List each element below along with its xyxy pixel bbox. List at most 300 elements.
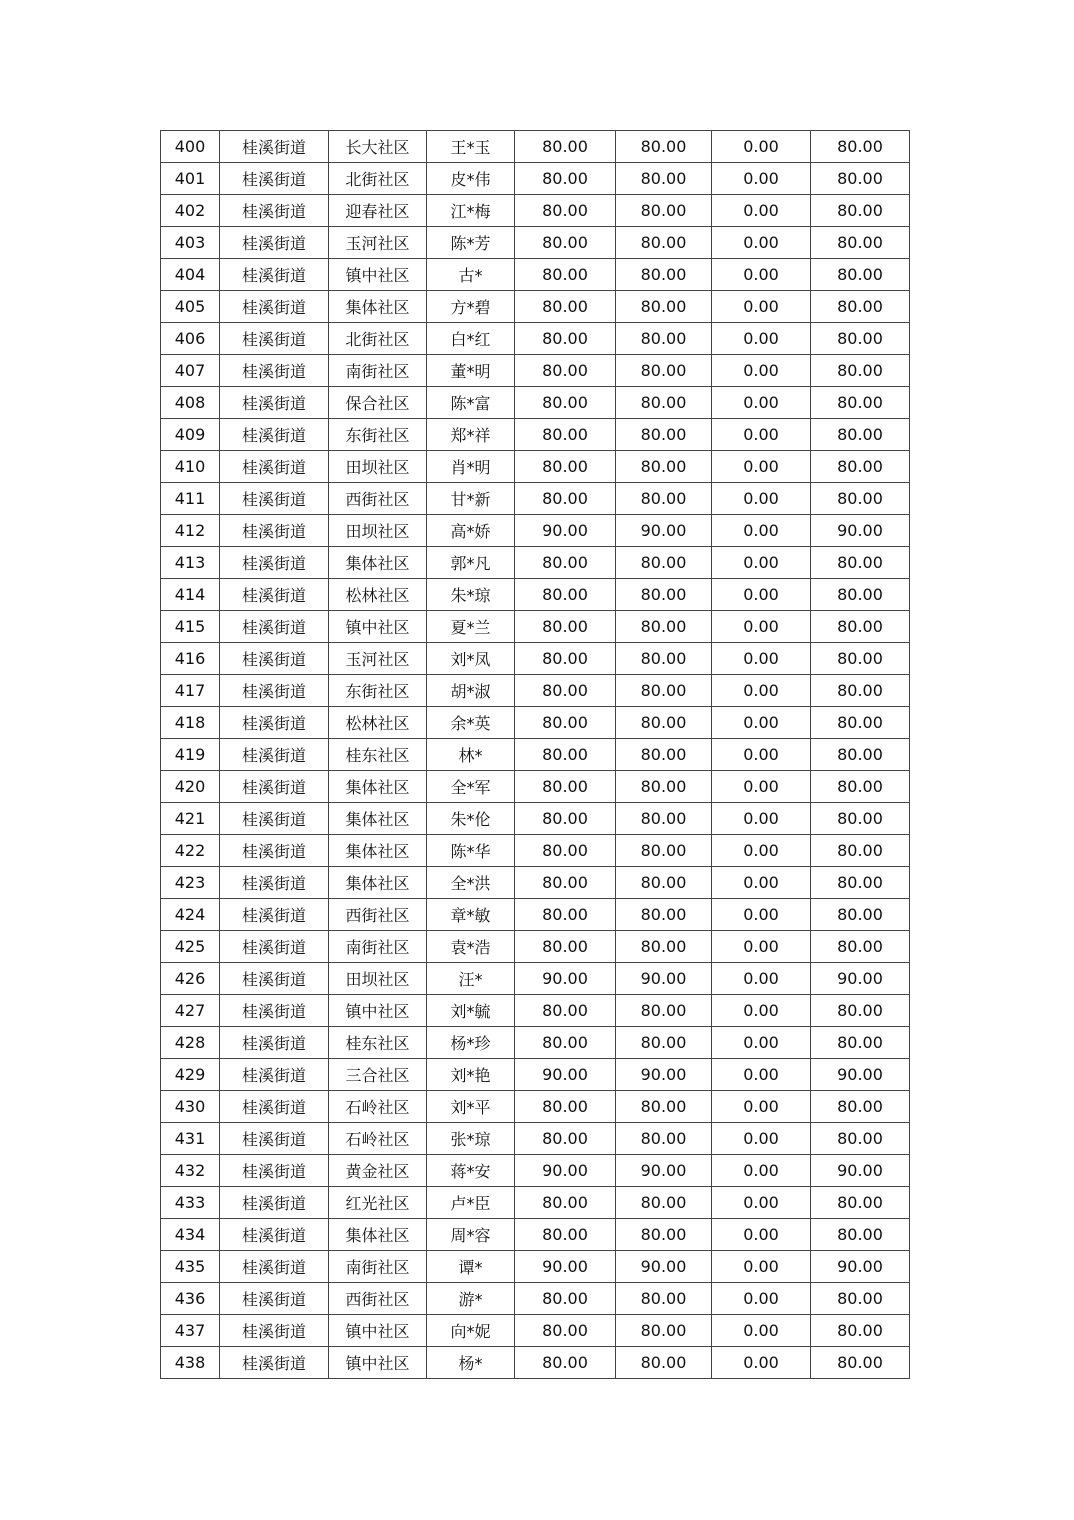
community-cell: 田坝社区 [329,451,427,483]
amount-cell-3: 0.00 [712,1123,811,1155]
amount-cell-3: 0.00 [712,387,811,419]
community-cell: 玉河社区 [329,643,427,675]
amount-cell-3: 0.00 [712,1155,811,1187]
name-cell: 陈*华 [427,835,515,867]
amount-cell-3: 0.00 [712,259,811,291]
table-row [161,1091,910,1123]
community-cell: 南街社区 [329,1251,427,1283]
row-number-cell: 408 [161,387,220,419]
amount-cell-2: 90.00 [616,963,712,995]
amount-cell-3: 0.00 [712,323,811,355]
amount-cell-4: 90.00 [811,515,910,547]
table-row [161,963,910,995]
table-row [161,707,910,739]
street-cell: 桂溪街道 [220,739,329,771]
table-row [161,803,910,835]
name-cell: 汪* [427,963,515,995]
name-cell: 刘*艳 [427,1059,515,1091]
amount-cell-2: 90.00 [616,1059,712,1091]
table-row [161,131,910,163]
amount-cell-2: 80.00 [616,195,712,227]
community-cell: 集体社区 [329,803,427,835]
amount-cell-2: 80.00 [616,803,712,835]
amount-cell-4: 80.00 [811,1187,910,1219]
street-cell: 桂溪街道 [220,995,329,1027]
amount-cell-4: 80.00 [811,835,910,867]
name-cell: 向*妮 [427,1315,515,1347]
table-row [161,1155,910,1187]
name-cell: 卢*臣 [427,1187,515,1219]
amount-cell-2: 80.00 [616,1027,712,1059]
name-cell: 余*英 [427,707,515,739]
amount-cell-3: 0.00 [712,227,811,259]
name-cell: 方*碧 [427,291,515,323]
amount-cell-1: 80.00 [515,387,616,419]
street-cell: 桂溪街道 [220,963,329,995]
name-cell: 肖*明 [427,451,515,483]
community-cell: 桂东社区 [329,739,427,771]
name-cell: 胡*淑 [427,675,515,707]
amount-cell-1: 80.00 [515,163,616,195]
name-cell: 刘*平 [427,1091,515,1123]
amount-cell-4: 80.00 [811,451,910,483]
amount-cell-2: 80.00 [616,931,712,963]
amount-cell-1: 80.00 [515,771,616,803]
amount-cell-4: 80.00 [811,1219,910,1251]
table-row [161,1283,910,1315]
street-cell: 桂溪街道 [220,1315,329,1347]
table-row [161,195,910,227]
community-cell: 镇中社区 [329,995,427,1027]
community-cell: 桂东社区 [329,1027,427,1059]
street-cell: 桂溪街道 [220,227,329,259]
community-cell: 迎春社区 [329,195,427,227]
row-number-cell: 405 [161,291,220,323]
community-cell: 长大社区 [329,131,427,163]
amount-cell-4: 80.00 [811,803,910,835]
row-number-cell: 437 [161,1315,220,1347]
community-cell: 黄金社区 [329,1155,427,1187]
name-cell: 朱*伦 [427,803,515,835]
amount-cell-1: 80.00 [515,195,616,227]
amount-cell-2: 80.00 [616,259,712,291]
row-number-cell: 428 [161,1027,220,1059]
amount-cell-4: 80.00 [811,867,910,899]
amount-cell-1: 80.00 [515,419,616,451]
table-row [161,835,910,867]
row-number-cell: 430 [161,1091,220,1123]
amount-cell-4: 80.00 [811,1283,910,1315]
amount-cell-1: 80.00 [515,355,616,387]
amount-cell-3: 0.00 [712,867,811,899]
amount-cell-2: 80.00 [616,1123,712,1155]
amount-cell-1: 80.00 [515,1091,616,1123]
name-cell: 游* [427,1283,515,1315]
data-table [160,130,910,1379]
table-row [161,1027,910,1059]
row-number-cell: 412 [161,515,220,547]
name-cell: 全*洪 [427,867,515,899]
amount-cell-2: 80.00 [616,323,712,355]
name-cell: 陈*富 [427,387,515,419]
table-row [161,1315,910,1347]
amount-cell-1: 80.00 [515,707,616,739]
amount-cell-2: 80.00 [616,291,712,323]
row-number-cell: 434 [161,1219,220,1251]
row-number-cell: 409 [161,419,220,451]
street-cell: 桂溪街道 [220,835,329,867]
amount-cell-4: 80.00 [811,579,910,611]
amount-cell-4: 80.00 [811,707,910,739]
amount-cell-3: 0.00 [712,611,811,643]
amount-cell-3: 0.00 [712,547,811,579]
street-cell: 桂溪街道 [220,195,329,227]
amount-cell-3: 0.00 [712,643,811,675]
table-row [161,227,910,259]
amount-cell-1: 80.00 [515,931,616,963]
amount-cell-2: 80.00 [616,771,712,803]
community-cell: 北街社区 [329,323,427,355]
table-row [161,995,910,1027]
amount-cell-1: 80.00 [515,739,616,771]
community-cell: 北街社区 [329,163,427,195]
amount-cell-2: 80.00 [616,1283,712,1315]
amount-cell-4: 90.00 [811,1155,910,1187]
amount-cell-2: 80.00 [616,995,712,1027]
amount-cell-3: 0.00 [712,771,811,803]
amount-cell-1: 80.00 [515,1123,616,1155]
name-cell: 董*明 [427,355,515,387]
amount-cell-4: 80.00 [811,259,910,291]
street-cell: 桂溪街道 [220,483,329,515]
amount-cell-1: 80.00 [515,899,616,931]
row-number-cell: 421 [161,803,220,835]
amount-cell-4: 80.00 [811,739,910,771]
amount-cell-1: 80.00 [515,867,616,899]
community-cell: 西街社区 [329,483,427,515]
row-number-cell: 406 [161,323,220,355]
amount-cell-3: 0.00 [712,451,811,483]
amount-cell-3: 0.00 [712,483,811,515]
table-row [161,867,910,899]
amount-cell-3: 0.00 [712,131,811,163]
community-cell: 镇中社区 [329,259,427,291]
amount-cell-3: 0.00 [712,163,811,195]
amount-cell-1: 80.00 [515,1027,616,1059]
amount-cell-2: 80.00 [616,867,712,899]
amount-cell-3: 0.00 [712,1283,811,1315]
amount-cell-3: 0.00 [712,803,811,835]
street-cell: 桂溪街道 [220,931,329,963]
community-cell: 红光社区 [329,1187,427,1219]
name-cell: 陈*芳 [427,227,515,259]
amount-cell-4: 80.00 [811,1347,910,1379]
row-number-cell: 400 [161,131,220,163]
street-cell: 桂溪街道 [220,1283,329,1315]
row-number-cell: 415 [161,611,220,643]
amount-cell-1: 90.00 [515,515,616,547]
community-cell: 玉河社区 [329,227,427,259]
amount-cell-1: 80.00 [515,547,616,579]
name-cell: 章*敏 [427,899,515,931]
row-number-cell: 404 [161,259,220,291]
row-number-cell: 433 [161,1187,220,1219]
amount-cell-2: 80.00 [616,355,712,387]
name-cell: 全*军 [427,771,515,803]
name-cell: 林* [427,739,515,771]
amount-cell-3: 0.00 [712,1219,811,1251]
amount-cell-3: 0.00 [712,195,811,227]
table-row [161,1123,910,1155]
amount-cell-1: 80.00 [515,579,616,611]
table-body [161,131,910,1379]
name-cell: 朱*琼 [427,579,515,611]
amount-cell-2: 80.00 [616,451,712,483]
row-number-cell: 418 [161,707,220,739]
table-row [161,643,910,675]
amount-cell-1: 80.00 [515,995,616,1027]
amount-cell-4: 90.00 [811,1059,910,1091]
community-cell: 镇中社区 [329,1315,427,1347]
street-cell: 桂溪街道 [220,1027,329,1059]
amount-cell-2: 80.00 [616,643,712,675]
table-row [161,771,910,803]
name-cell: 夏*兰 [427,611,515,643]
amount-cell-4: 80.00 [811,227,910,259]
row-number-cell: 432 [161,1155,220,1187]
name-cell: 谭* [427,1251,515,1283]
amount-cell-3: 0.00 [712,963,811,995]
street-cell: 桂溪街道 [220,1155,329,1187]
amount-cell-2: 80.00 [616,899,712,931]
row-number-cell: 438 [161,1347,220,1379]
row-number-cell: 417 [161,675,220,707]
community-cell: 集体社区 [329,1219,427,1251]
street-cell: 桂溪街道 [220,899,329,931]
amount-cell-1: 80.00 [515,1347,616,1379]
row-number-cell: 431 [161,1123,220,1155]
street-cell: 桂溪街道 [220,771,329,803]
amount-cell-3: 0.00 [712,1347,811,1379]
amount-cell-4: 80.00 [811,195,910,227]
street-cell: 桂溪街道 [220,1091,329,1123]
name-cell: 郑*祥 [427,419,515,451]
street-cell: 桂溪街道 [220,163,329,195]
name-cell: 皮*伟 [427,163,515,195]
amount-cell-1: 80.00 [515,675,616,707]
amount-cell-4: 80.00 [811,1123,910,1155]
table-row [161,1059,910,1091]
amount-cell-1: 80.00 [515,323,616,355]
amount-cell-3: 0.00 [712,515,811,547]
amount-cell-2: 90.00 [616,1251,712,1283]
amount-cell-2: 80.00 [616,739,712,771]
street-cell: 桂溪街道 [220,1123,329,1155]
community-cell: 镇中社区 [329,1347,427,1379]
table-row [161,323,910,355]
amount-cell-3: 0.00 [712,1315,811,1347]
name-cell: 江*梅 [427,195,515,227]
amount-cell-1: 80.00 [515,803,616,835]
amount-cell-1: 90.00 [515,1059,616,1091]
amount-cell-2: 90.00 [616,1155,712,1187]
amount-cell-4: 80.00 [811,611,910,643]
row-number-cell: 402 [161,195,220,227]
amount-cell-3: 0.00 [712,291,811,323]
name-cell: 袁*浩 [427,931,515,963]
table-row [161,291,910,323]
table-row [161,451,910,483]
row-number-cell: 424 [161,899,220,931]
amount-cell-3: 0.00 [712,707,811,739]
community-cell: 镇中社区 [329,611,427,643]
amount-cell-4: 80.00 [811,323,910,355]
amount-cell-2: 80.00 [616,547,712,579]
community-cell: 田坝社区 [329,515,427,547]
street-cell: 桂溪街道 [220,515,329,547]
amount-cell-2: 80.00 [616,1091,712,1123]
amount-cell-2: 80.00 [616,227,712,259]
amount-cell-2: 80.00 [616,131,712,163]
table-row [161,1347,910,1379]
amount-cell-4: 80.00 [811,1027,910,1059]
amount-cell-3: 0.00 [712,995,811,1027]
amount-cell-2: 80.00 [616,1187,712,1219]
amount-cell-2: 80.00 [616,387,712,419]
name-cell: 古* [427,259,515,291]
community-cell: 东街社区 [329,675,427,707]
table-row [161,931,910,963]
street-cell: 桂溪街道 [220,1187,329,1219]
street-cell: 桂溪街道 [220,1347,329,1379]
amount-cell-4: 80.00 [811,291,910,323]
table-row [161,419,910,451]
amount-cell-4: 80.00 [811,1091,910,1123]
street-cell: 桂溪街道 [220,1251,329,1283]
row-number-cell: 423 [161,867,220,899]
amount-cell-2: 80.00 [616,163,712,195]
amount-cell-4: 90.00 [811,1251,910,1283]
community-cell: 集体社区 [329,835,427,867]
amount-cell-1: 80.00 [515,643,616,675]
community-cell: 石岭社区 [329,1091,427,1123]
name-cell: 高*娇 [427,515,515,547]
street-cell: 桂溪街道 [220,323,329,355]
amount-cell-3: 0.00 [712,1091,811,1123]
community-cell: 南街社区 [329,355,427,387]
amount-cell-2: 80.00 [616,707,712,739]
street-cell: 桂溪街道 [220,1059,329,1091]
community-cell: 保合社区 [329,387,427,419]
table-row [161,259,910,291]
amount-cell-2: 80.00 [616,483,712,515]
amount-cell-3: 0.00 [712,419,811,451]
street-cell: 桂溪街道 [220,547,329,579]
amount-cell-4: 80.00 [811,163,910,195]
community-cell: 东街社区 [329,419,427,451]
row-number-cell: 403 [161,227,220,259]
amount-cell-1: 80.00 [515,259,616,291]
amount-cell-2: 90.00 [616,515,712,547]
street-cell: 桂溪街道 [220,803,329,835]
amount-cell-4: 80.00 [811,387,910,419]
row-number-cell: 411 [161,483,220,515]
amount-cell-1: 90.00 [515,963,616,995]
amount-cell-3: 0.00 [712,675,811,707]
amount-cell-3: 0.00 [712,1187,811,1219]
table-row [161,1219,910,1251]
table-row [161,163,910,195]
amount-cell-2: 80.00 [616,579,712,611]
amount-cell-4: 80.00 [811,1315,910,1347]
street-cell: 桂溪街道 [220,1219,329,1251]
name-cell: 蒋*安 [427,1155,515,1187]
name-cell: 刘*毓 [427,995,515,1027]
row-number-cell: 436 [161,1283,220,1315]
amount-cell-4: 80.00 [811,995,910,1027]
table-row [161,355,910,387]
table-row [161,1251,910,1283]
amount-cell-1: 80.00 [515,1283,616,1315]
street-cell: 桂溪街道 [220,131,329,163]
row-number-cell: 410 [161,451,220,483]
community-cell: 西街社区 [329,899,427,931]
amount-cell-4: 80.00 [811,547,910,579]
community-cell: 集体社区 [329,547,427,579]
amount-cell-1: 80.00 [515,1219,616,1251]
row-number-cell: 429 [161,1059,220,1091]
community-cell: 西街社区 [329,1283,427,1315]
table-row [161,483,910,515]
amount-cell-3: 0.00 [712,579,811,611]
amount-cell-4: 80.00 [811,483,910,515]
name-cell: 刘*凤 [427,643,515,675]
community-cell: 田坝社区 [329,963,427,995]
table-row [161,675,910,707]
amount-cell-1: 90.00 [515,1251,616,1283]
row-number-cell: 413 [161,547,220,579]
row-number-cell: 401 [161,163,220,195]
name-cell: 周*容 [427,1219,515,1251]
street-cell: 桂溪街道 [220,387,329,419]
community-cell: 石岭社区 [329,1123,427,1155]
amount-cell-1: 80.00 [515,291,616,323]
amount-cell-2: 80.00 [616,1347,712,1379]
name-cell: 郭*凡 [427,547,515,579]
street-cell: 桂溪街道 [220,419,329,451]
amount-cell-4: 90.00 [811,963,910,995]
row-number-cell: 425 [161,931,220,963]
table-row [161,899,910,931]
row-number-cell: 414 [161,579,220,611]
amount-cell-2: 80.00 [616,1315,712,1347]
amount-cell-3: 0.00 [712,1251,811,1283]
amount-cell-3: 0.00 [712,355,811,387]
amount-cell-1: 80.00 [515,611,616,643]
amount-cell-3: 0.00 [712,1059,811,1091]
amount-cell-1: 80.00 [515,131,616,163]
row-number-cell: 419 [161,739,220,771]
amount-cell-2: 80.00 [616,675,712,707]
amount-cell-2: 80.00 [616,1219,712,1251]
amount-cell-1: 80.00 [515,483,616,515]
amount-cell-4: 80.00 [811,419,910,451]
community-cell: 集体社区 [329,771,427,803]
amount-cell-4: 80.00 [811,131,910,163]
name-cell: 杨*珍 [427,1027,515,1059]
amount-cell-4: 80.00 [811,643,910,675]
amount-cell-3: 0.00 [712,835,811,867]
